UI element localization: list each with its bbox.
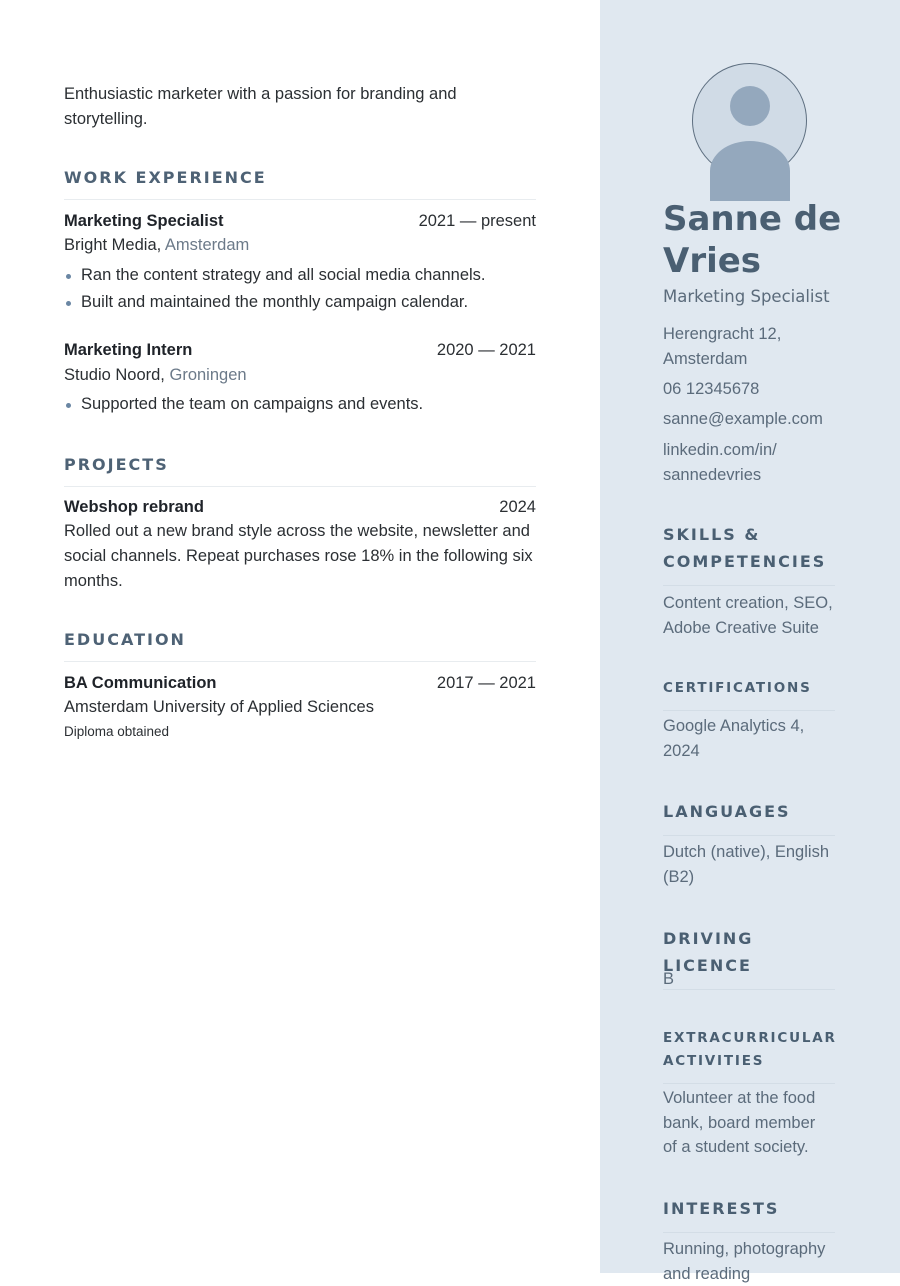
contact-linkedin[interactable]: linkedin.com/in/ sannedevries bbox=[663, 441, 777, 484]
bullet-text: Built and maintained the monthly campaign calendar. bbox=[81, 293, 469, 311]
languages-heading: LANGUAGES bbox=[663, 798, 835, 836]
work-experience-heading: WORK EXPERIENCE bbox=[64, 168, 536, 200]
contact-email[interactable]: sanne@example.com bbox=[663, 410, 823, 428]
avatar bbox=[692, 63, 807, 178]
education-dates: 2017 — 2021 bbox=[436, 674, 536, 692]
extracurricular-text: Volunteer at the food bank, board member of a student society. bbox=[663, 1089, 816, 1156]
job-header bbox=[64, 338, 536, 362]
candidate-role: Marketing Specialist bbox=[663, 287, 830, 306]
interests-heading: INTERESTS bbox=[663, 1195, 835, 1233]
contact-phone: 06 12345678 bbox=[663, 380, 760, 398]
company-city: Groningen bbox=[169, 366, 247, 384]
project-title: Webshop rebrand bbox=[64, 498, 204, 516]
degree: BA Communication bbox=[64, 674, 217, 692]
school-name: Amsterdam University of Applied Sciences bbox=[64, 698, 374, 716]
candidate-name: Sanne de Vries bbox=[663, 199, 842, 281]
job-dates: 2021 — present bbox=[418, 212, 536, 230]
person-placeholder-body bbox=[710, 141, 790, 201]
bullet-dot-icon bbox=[66, 301, 71, 306]
interests-text: Running, photography and reading bbox=[663, 1240, 826, 1283]
person-placeholder-icon bbox=[730, 86, 770, 126]
bullet-text: Supported the team on campaigns and events. bbox=[81, 395, 424, 413]
job-employer bbox=[64, 363, 247, 387]
list-item bbox=[64, 262, 536, 289]
education-note: Diploma obtained bbox=[64, 724, 170, 739]
projects-heading: PROJECTS bbox=[64, 455, 536, 487]
job-header bbox=[64, 209, 536, 233]
certifications-text: Google Analytics 4, 2024 bbox=[663, 717, 805, 760]
project-header bbox=[64, 495, 536, 519]
job-title: Marketing Intern bbox=[64, 341, 193, 359]
education-header bbox=[64, 671, 536, 695]
skills-text: Content creation, SEO, Adobe Creative Suite bbox=[663, 594, 833, 637]
company-name: Studio Noord, bbox=[64, 366, 165, 384]
job-title: Marketing Specialist bbox=[64, 212, 224, 230]
project-description: Rolled out a new brand style across the website, newsletter and social channels. Repeat purchases rose 18% in the following six months. bbox=[64, 522, 533, 590]
contact-address: Herengracht 12, Amsterdam bbox=[663, 325, 782, 368]
company-name: Bright Media, bbox=[64, 236, 162, 254]
project-year: 2024 bbox=[499, 498, 536, 516]
job-employer bbox=[64, 233, 249, 257]
profile-summary: Enthusiastic marketer with a passion for branding and storytelling. bbox=[64, 85, 457, 128]
list-item bbox=[64, 391, 536, 418]
company-city: Amsterdam bbox=[164, 236, 250, 254]
languages-text: Dutch (native), English (B2) bbox=[663, 843, 829, 886]
sidebar bbox=[600, 0, 900, 1283]
job-bullets bbox=[64, 262, 536, 316]
job-bullets bbox=[64, 391, 536, 418]
driving-licence-text: B bbox=[663, 970, 675, 988]
bullet-dot-icon bbox=[66, 403, 71, 408]
bullet-dot-icon bbox=[66, 274, 71, 279]
job-dates: 2020 — 2021 bbox=[436, 341, 536, 359]
driving-licence-heading: DRIVING LICENCE bbox=[663, 925, 835, 990]
education-heading: EDUCATION bbox=[64, 630, 536, 662]
list-item bbox=[64, 289, 536, 316]
extracurricular-heading: EXTRACURRICULAR ACTIVITIES bbox=[663, 1027, 835, 1084]
bullet-text: Ran the content strategy and all social media channels. bbox=[81, 266, 486, 284]
certifications-heading: CERTIFICATIONS bbox=[663, 677, 835, 711]
skills-heading: SKILLS & COMPETENCIES bbox=[663, 521, 835, 586]
